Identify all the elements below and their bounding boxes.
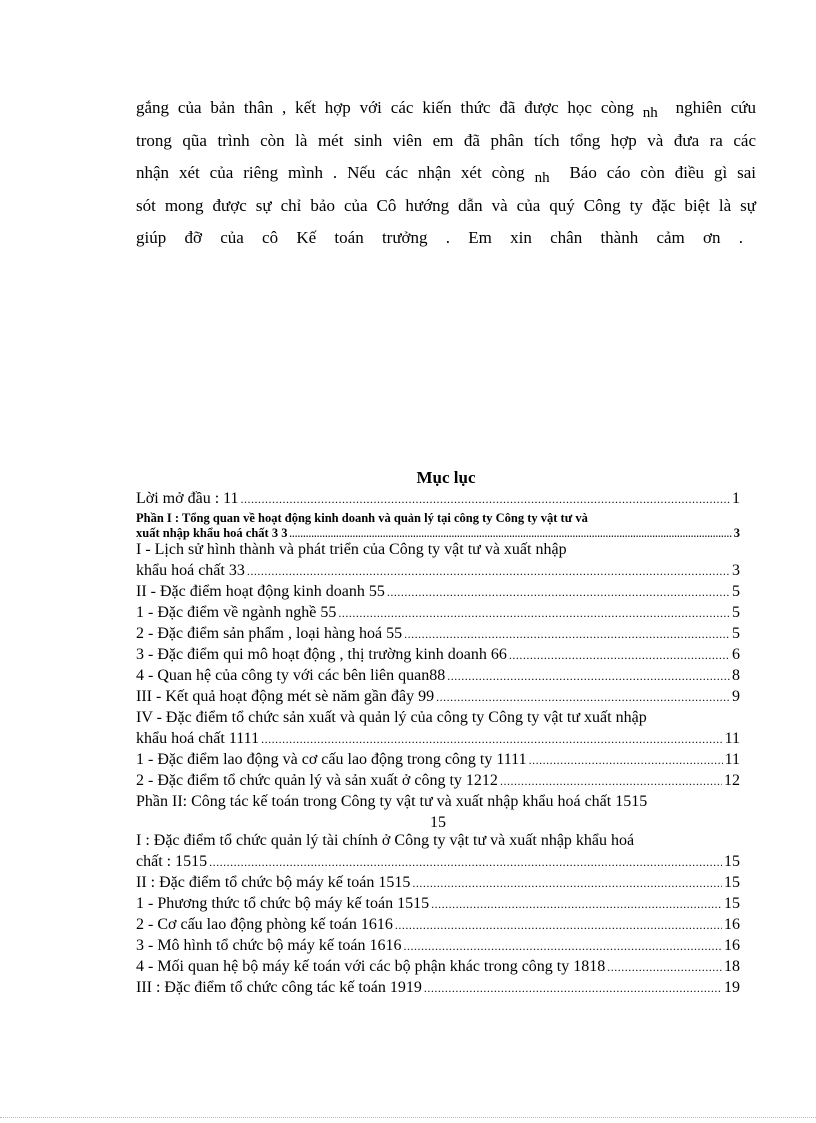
toc-entry: III - Kết quả hoạt động mét sè năm gần đây 99 ..... 9	[136, 688, 740, 709]
toc-entry: 3 - Đặc điểm qui mô hoạt động , thị trường kinh doanh 66 ..... 6	[136, 646, 740, 667]
toc-entry: khẩu hoá chất 1111 ..... 11	[136, 730, 740, 751]
toc-entry: 3 - Mô hình tổ chức bộ máy kế toán 1616 ..... 16	[136, 937, 740, 958]
intro-paragraph	[136, 92, 756, 255]
toc-entry: 2 - Cơ cấu lao động phòng kế toán 1616 ..... 16	[136, 916, 740, 937]
table-of-contents	[136, 490, 740, 1000]
toc-entry: 1 - Đặc điểm lao động và cơ cấu lao động trong công ty 1111 ..... 11	[136, 751, 740, 772]
toc-entry: 4 - Quan hệ của công ty với các bên liên quan88 ..... 8	[136, 667, 740, 688]
intro-line-4: sót mong được sự chỉ bảo của Cô hướng dẫn và của quý Công ty đặc biệt là sự	[136, 195, 756, 215]
intro-line-2: trong qũa trình còn là mét sinh viên em đã phân tích tổng hợp và đưa ra các	[136, 130, 756, 150]
page-bottom-rule	[0, 1117, 816, 1118]
toc-entry: II : Đặc điểm tổ chức bộ máy kế toán 1515 ..... 15	[136, 874, 740, 895]
toc-entry: 1 - Phương thức tổ chức bộ máy kế toán 1515 ..... 15	[136, 895, 740, 916]
toc-entry: III : Đặc điểm tổ chức công tác kế toán 1919 ..... 19	[136, 979, 740, 1000]
toc-entry: 2 - Đặc điểm tổ chức quản lý và sản xuất ở công ty 1212 ..... 12	[136, 772, 740, 793]
toc-entry-line: IV - Đặc điểm tổ chức sản xuất và quản lý của công ty Công ty vật tư xuất nhập	[136, 709, 647, 726]
intro-line-1: gắng của bản thân , kết hợp với các kiến thức đã được học còng nh nghiên cứu	[136, 98, 756, 121]
toc-entry-line: Phần I : Tổng quan về hoạt động kinh doanh và quản lý tại công ty Công ty vật tư và	[136, 511, 588, 525]
toc-entry-page: 15	[430, 814, 446, 831]
toc-entry: khẩu hoá chất 33 ..... 3	[136, 562, 740, 583]
toc-entry: 2 - Đặc điểm sản phẩm , loại hàng hoá 55 ..... 5	[136, 625, 740, 646]
toc-entry: chất : 1515 ..... 15	[136, 853, 740, 874]
toc-entry: xuất nhập khẩu hoá chất 3 3 ..... 3	[136, 526, 740, 541]
toc-entry: 1 - Đặc điểm về ngành nghề 55 ..... 5	[136, 604, 740, 625]
toc-entry: 4 - Mối quan hệ bộ máy kế toán với các bộ phận khác trong công ty 1818 ..... 18	[136, 958, 740, 979]
toc-entry: II - Đặc điểm hoạt động kinh doanh 55 ..... 5	[136, 583, 740, 604]
intro-line-3: nhận xét của riêng mình . Nếu các nhận xét còng nh Báo cáo còn điều gì sai	[136, 163, 756, 186]
toc-entry: Lời mở đầu : 11 ..... 1	[136, 490, 740, 511]
toc-entry-line: I : Đặc điểm tổ chức quản lý tài chính ở Công ty vật tư và xuất nhập khẩu hoá	[136, 832, 635, 849]
toc-entry-line: I - Lịch sử hình thành và phát triển của Công ty vật tư và xuất nhập	[136, 541, 567, 558]
toc-entry-line: Phần II: Công tác kế toán trong Công ty vật tư và xuất nhập khẩu hoá chất 1515	[136, 793, 648, 810]
toc-title: Mục lục	[416, 468, 476, 487]
intro-line-5: giúp đỡ của cô Kế toán trưởng . Em xin chân thành cảm ơn .	[136, 228, 744, 247]
